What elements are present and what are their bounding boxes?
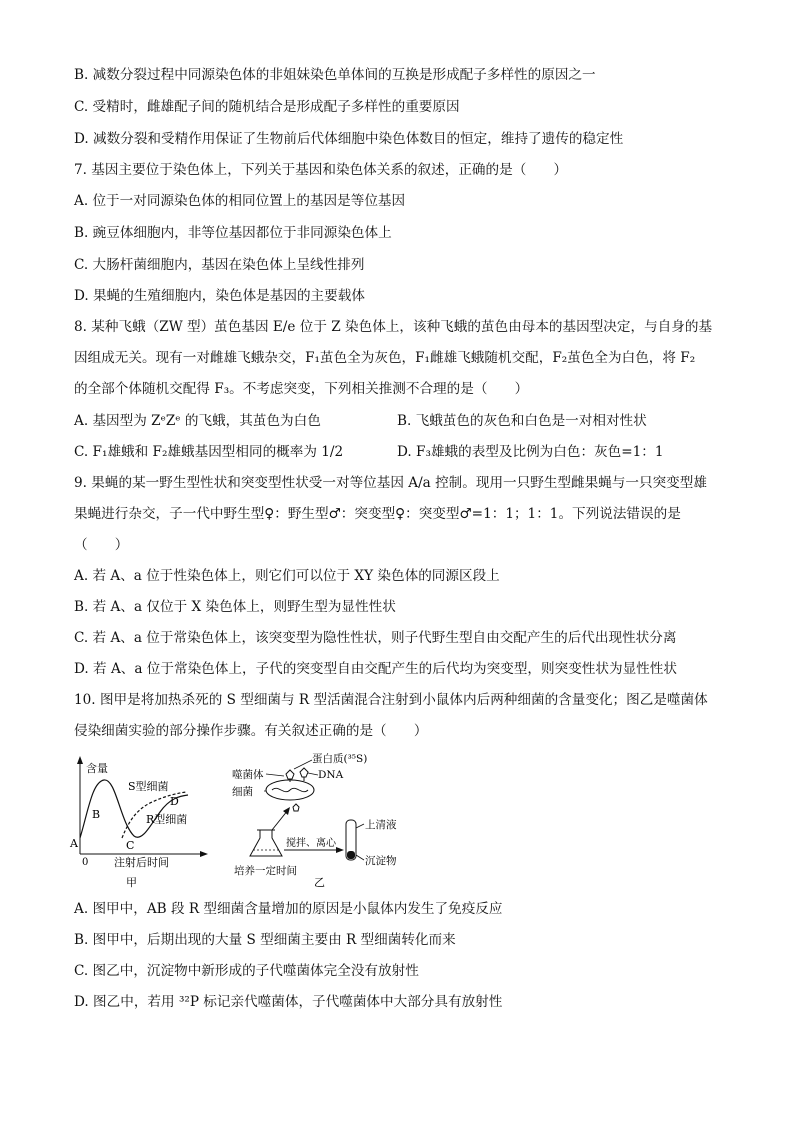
question-8-stem-1: 8. 某种飞蛾（ZW 型）茧色基因 E/e 位于 Z 染色体上，该种飞蛾的茧色由母本的基因型决定，与自身的基 (74, 319, 713, 335)
option-9b: B. 若 A、a 仅位于 X 染色体上，则野生型为显性性状 (74, 599, 396, 615)
pointer-dna (308, 773, 318, 775)
option-7d: D. 果蝇的生殖细胞内，染色体是基因的主要载体 (74, 288, 365, 304)
option-7b: B. 豌豆体细胞内，非等位基因都位于非同源染色体上 (74, 225, 392, 241)
option-8c: C. F₁雄蛾和 F₂雄蛾基因型相同的概率为 1/2 (74, 444, 344, 460)
pointer-protein (294, 760, 312, 769)
protein-label: 蛋白质(³⁵S) (312, 753, 368, 765)
label-d: D (170, 795, 179, 808)
option-10a: A. 图甲中，AB 段 R 型细菌含量增加的原因是小鼠体内发生了免疫反应 (74, 901, 503, 917)
question-7-stem: 7. 基因主要位于染色体上，下列关于基因和染色体关系的叙述，正确的是（ ） (74, 162, 568, 178)
pointer-phage (266, 774, 284, 776)
progeny-phage-icon (293, 804, 299, 811)
option-9d: D. 若 A、a 位于常染色体上，子代的突变型自由交配产生的后代均为突变型，则突变性状为显性性状 (74, 661, 677, 677)
option-7c: C. 大肠杆菌细胞内，基因在染色体上呈线性排列 (74, 257, 365, 273)
question-10-stem-1: 10. 图甲是将加热杀死的 S 型细菌与 R 型活菌混合注射到小鼠体内后两种细菌的含量变化；图乙是噬菌体 (74, 692, 708, 708)
bacterial-dna-icon (272, 788, 308, 791)
pointer-supernatant (356, 824, 364, 828)
arrow-right-head (336, 847, 344, 853)
option-6d: D. 减数分裂和受精作用保证了生物前后代体细胞中染色体数目的恒定，维持了遗传的稳定性 (74, 131, 624, 147)
option-8a: A. 基因型为 ZᵉZᵉ 的飞蛾，其茧色为白色 (74, 413, 321, 429)
x-axis-arrow (200, 851, 208, 857)
supernatant-label: 上清液 (365, 819, 397, 831)
phage-head-icon (286, 770, 294, 779)
option-10b: B. 图甲中，后期出现的大量 S 型细菌主要由 R 型细菌转化而来 (74, 932, 456, 948)
origin-label: 0 (82, 857, 89, 868)
phage-head-icon-2 (300, 768, 308, 777)
question-10-stem-2: 侵染细菌实验的部分操作步骤。有关叙述正确的是（ ） (74, 723, 428, 739)
y-axis-arrow (77, 756, 83, 764)
sediment-label: 沉淀物 (365, 855, 397, 867)
bacteria-label: 细菌 (232, 786, 253, 798)
option-9a: A. 若 A、a 位于性染色体上，则它们可以位于 XY 染色体的同源区段上 (74, 568, 500, 584)
phage-label: 噬菌体 (232, 769, 264, 781)
option-10c: C. 图乙中，沉淀物中新形成的子代噬菌体完全没有放射性 (74, 963, 419, 979)
y-axis-label: 含量 (86, 762, 108, 775)
dna-label: DNA (318, 769, 344, 781)
option-6b: B. 减数分裂过程中同源染色体的非姐妹染色单体间的互换是形成配子多样性的原因之一 (74, 67, 596, 83)
label-b: B (92, 808, 101, 821)
option-10d: D. 图乙中，若用 ³²P 标记亲代噬菌体，子代噬菌体中大部分具有放射性 (74, 994, 503, 1010)
option-8d: D. F₃雄蛾的表型及比例为白色：灰色=1：1 (397, 444, 664, 460)
option-7a: A. 位于一对同源染色体的相同位置上的基因是等位基因 (74, 193, 406, 209)
question-9-stem-2: 果蝇进行杂交，子一代中野生型♀：野生型♂：突变型♀：突变型♂=1：1；1：1。下列说法错误的是 (74, 506, 681, 522)
tube-sediment (347, 851, 355, 859)
label-a: A (70, 837, 78, 850)
option-6c: C. 受精时，雌雄配子间的随机结合是形成配子多样性的重要原因 (74, 99, 460, 115)
r-label: R型细菌 (146, 813, 188, 826)
stir-label: 搅拌、离心 (286, 838, 336, 849)
x-axis-label: 注射后时间 (114, 856, 169, 869)
option-8b: B. 飞蛾茧色的灰色和白色是一对相对性状 (397, 413, 647, 429)
question-9-stem-1: 9. 果蝇的某一野生型性状和突变型性状受一对等位基因 A/a 控制。现用一只野生型雌果蝇与一只突变型雄 (74, 475, 707, 491)
figure-yi (228, 748, 428, 890)
s-label: S型细菌 (128, 780, 169, 793)
option-9c: C. 若 A、a 位于常染色体上，该突变型为隐性性状，则子代野生型自由交配产生的后代出现性状分离 (74, 630, 677, 646)
question-8-stem-2: 因组成无关。现有一对雌雄飞蛾杂交，F₁茧色全为灰色，F₁雌雄飞蛾随机交配，F₂茧色全为白色，将 F₂ (74, 350, 696, 366)
figure-yi-caption: 乙 (314, 876, 325, 889)
question-9-stem-3: （ ） (74, 537, 129, 553)
label-c: C (126, 839, 135, 852)
arrow-up-head (283, 807, 290, 815)
question-8-stem-3: 的全部个体随机交配得 F₃。不考虑突变，下列相关推测不合理的是（ ） (74, 381, 529, 397)
figure-jia (64, 752, 214, 894)
pointer-sediment (356, 855, 364, 860)
figure-jia-caption: 甲 (126, 876, 137, 889)
culture-label: 培养一定时间 (234, 865, 297, 877)
flask-icon (250, 830, 282, 856)
